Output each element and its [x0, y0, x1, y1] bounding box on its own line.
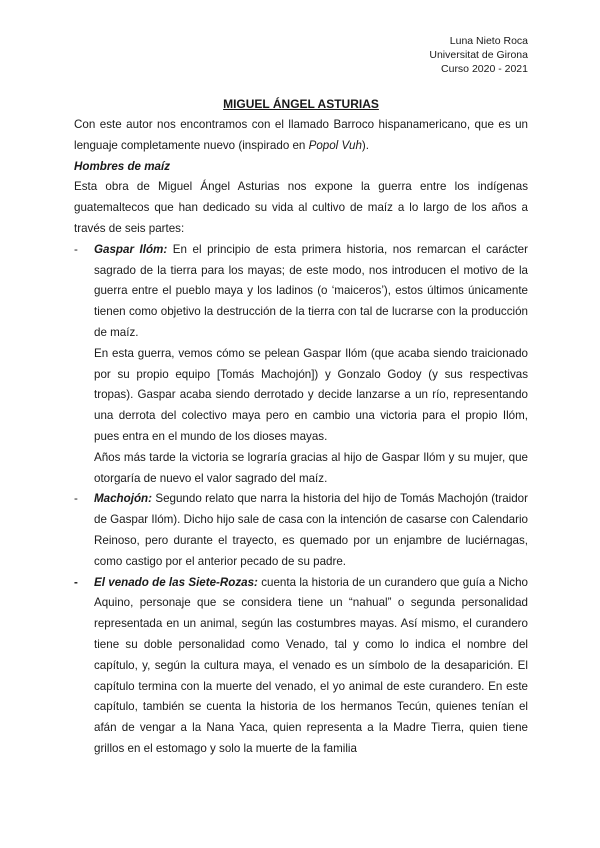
document-body	[74, 94, 528, 760]
university-name: Universitat de Girona	[429, 49, 528, 61]
part-text: En el principio de esta primera historia, nos remarcan el carácter sagrado de la tierra para los mayas; de este modo, nos introducen el motivo de la guerra entre el pueblo maya y los ladinos (o ‘maiceros’), estos últimos únicamente tienen como objetivo la destrucción de la tierra con tal de lucrarse con la producción de maíz.	[94, 242, 528, 339]
part-paragraph	[94, 573, 528, 760]
list-item	[74, 573, 528, 760]
list-item	[74, 240, 528, 490]
part-paragraph	[94, 489, 528, 572]
list-item	[74, 489, 528, 572]
parts-list	[74, 240, 528, 760]
work-title: Popol Vuh	[308, 138, 362, 152]
part-paragraph	[94, 240, 528, 344]
part-name: El venado de las Siete-Rozas:	[94, 575, 258, 589]
section-title: Hombres de maíz	[74, 159, 170, 173]
list-dash: -	[74, 242, 78, 256]
part-paragraph: En esta guerra, vemos cómo se pelean Gaspar Ilóm (que acaba siendo traicionado por su propio equipo [Tomás Machojón]) y Gonzalo Godoy (y sus respectivas tropas). Gaspar acaba siendo derrotado y decide lanzarse a un río, representando una derrota del colectivo maya pero en cambio una victoria para el propio Ilóm, pues entra en el mundo de los dioses mayas.	[94, 346, 528, 443]
part-text: cuenta la historia de un curandero que guía a Nicho Aquino, personaje que se considera tiene un “nahual” o segunda personalidad representada en un animal, según las costumbres mayas. Así mismo, el curandero tiene su doble personalidad como Venado, tal y como lo indica el nombre del capítulo, y, según la cultura maya, el venado es un símbolo de la desaparición. El capítulo termina con la muerte del venado, el yo animal de este curandero. En este capítulo, también se cuenta la historia de los hermanos Tecún, quienes tenían el afán de vengar a la Nana Yaca, quien representa a la Madre Tierra, quien tiene grillos en el estomago y solo la muerte de la familia	[94, 575, 528, 755]
list-dash: -	[74, 575, 78, 589]
document-header	[429, 34, 528, 76]
list-dash: -	[74, 492, 78, 506]
part-name: Machojón:	[94, 492, 152, 506]
intro-paragraph	[74, 115, 528, 157]
course-year: Curso 2020 - 2021	[441, 63, 528, 75]
part-name: Gaspar Ilóm:	[94, 242, 168, 256]
page-title: MIGUEL ÁNGEL ASTURIAS	[223, 97, 379, 111]
intro-text-end: ).	[361, 138, 369, 152]
intro-text: Con este autor nos encontramos con el llamado Barroco hispanamericano, que es un lenguaje completamente nuevo (inspirado en	[74, 118, 528, 152]
author-name: Luna Nieto Roca	[449, 35, 528, 47]
section-intro: Esta obra de Miguel Ángel Asturias nos expone la guerra entre los indígenas guatemaltecos que han dedicado su vida al cultivo de maíz a lo largo de los años a través de seis partes:	[74, 180, 528, 235]
part-text: Segundo relato que narra la historia del hijo de Tomás Machojón (traidor de Gaspar Ilóm). Dicho hijo sale de casa con la intención de casarse con Calendario Reinoso, pero durante el trayecto, es quemado por un enjambre de luciérnagas, como castigo por el anterior pecado de su padre.	[94, 492, 528, 568]
part-paragraph: Años más tarde la victoria se lograría gracias al hijo de Gaspar Ilóm y su mujer, que otorgaría de nuevo el valor sagrado del maíz.	[94, 450, 528, 485]
